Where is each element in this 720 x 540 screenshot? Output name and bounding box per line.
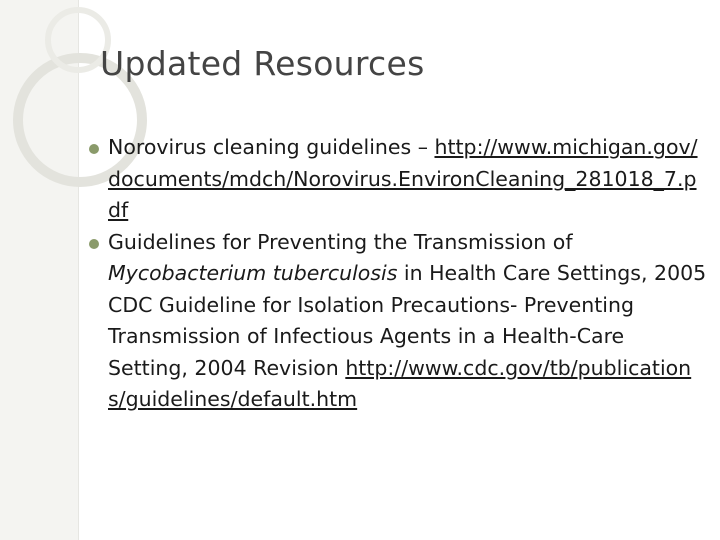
cdc-guidelines-link[interactable]: http://www.cdc.gov/tb/publications/guidelines/default.htm — [108, 355, 692, 411]
bullet-text: Norovirus cleaning guidelines – — [108, 135, 435, 159]
bullet-text-continued: in Health Care Settings, 2005 CDC Guideline for Isolation Precautions- Preventing Transmission of Infectious Agents in a Health-Care Setting, 2004 Revision — [108, 261, 707, 380]
norovirus-guidelines-link[interactable]: http://www.michigan.gov/documents/mdch/Norovirus.EnvironCleaning_281018_7.pdf — [108, 135, 698, 222]
bullet-icon — [89, 144, 99, 154]
bullet-item-norovirus — [108, 132, 708, 227]
bullet-text: Guidelines for Preventing the Transmission of — [108, 229, 573, 254]
slide-title: Updated Resources — [100, 44, 425, 83]
slide-content — [108, 132, 708, 416]
bullet-icon — [89, 239, 99, 249]
bullet-list — [108, 132, 708, 416]
bullet-italic-term: Mycobacterium tuberculosis — [108, 261, 398, 285]
bullet-item-tb-guidelines — [108, 227, 708, 416]
